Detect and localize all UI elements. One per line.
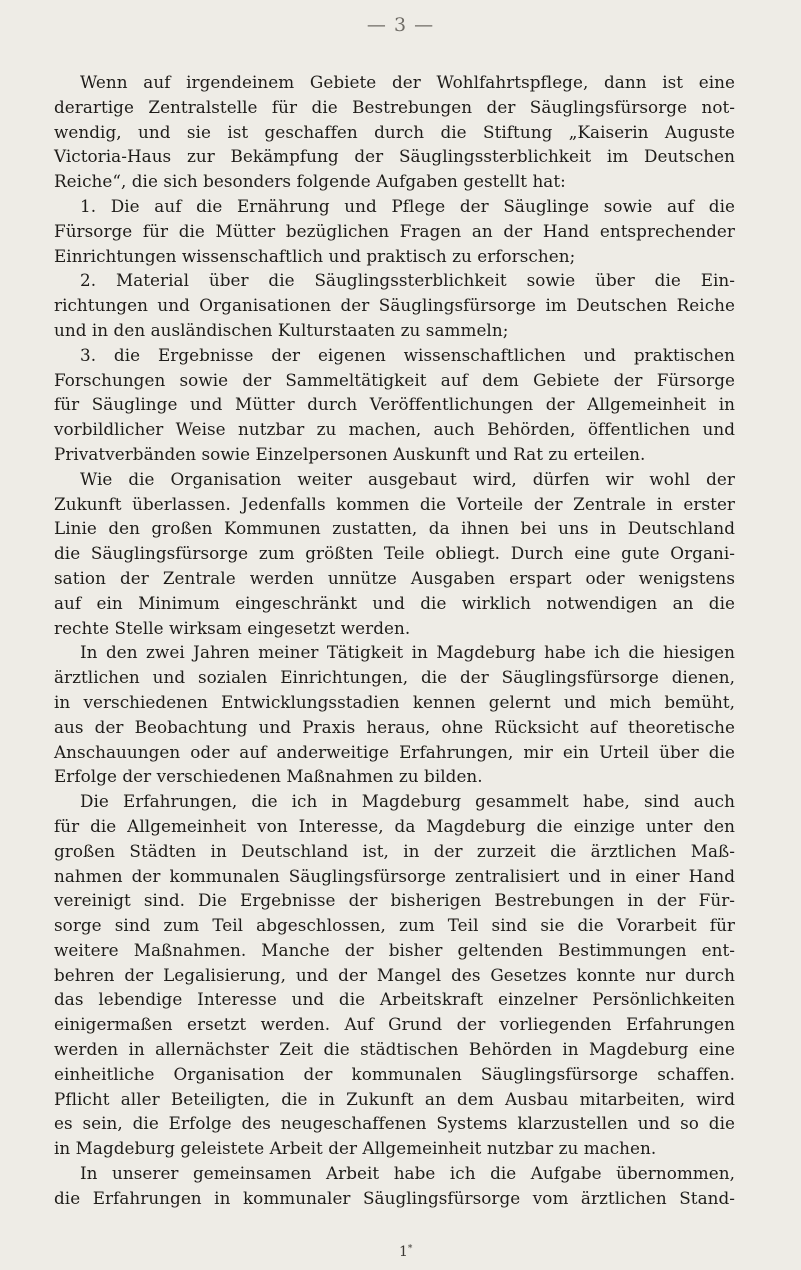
text-line: 3. die Ergebnisse der eigenen wissenschaftlichen und praktischen	[80, 344, 735, 365]
text-line: Fürsorge für die Mütter bezüglichen Fragen an der Hand entsprechender	[54, 220, 735, 241]
text-line: 1. Die auf die Ernährung und Pflege der Säuglinge sowie auf die	[80, 195, 735, 216]
text-line: nahmen der kommunalen Säuglingsfürsorge zentralisiert und in einer Hand	[54, 865, 735, 886]
text-line: und in den ausländischen Kulturstaaten zu sammeln;	[54, 319, 509, 340]
text-line: sorge sind zum Teil abgeschlossen, zum Teil sind sie die Vorarbeit für	[54, 915, 735, 936]
text-line: Die Erfahrungen, die ich in Magdeburg gesammelt habe, sind auch	[80, 791, 735, 812]
text-line: in Magdeburg geleistete Arbeit der Allgemeinheit nutzbar zu machen.	[54, 1138, 657, 1159]
text-line: einigermaßen ersetzt werden. Auf Grund der vorliegenden Erfahrungen	[54, 1014, 735, 1035]
text-line: für Säuglinge und Mütter durch Veröffentlichungen der Allgemeinheit in	[54, 394, 735, 415]
text-line: Wie die Organisation weiter ausgebaut wird, dürfen wir wohl der	[80, 468, 735, 489]
text-line: werden in allernächster Zeit die städtischen Behörden in Magdeburg eine	[54, 1039, 735, 1060]
text-line: die Erfahrungen in kommunaler Säuglingsfürsorge vom ärztlichen Stand-	[54, 1187, 735, 1208]
text-line: Victoria-Haus zur Bekämpfung der Säuglingssterblichkeit im Deutschen	[54, 146, 735, 167]
text-line: derartige Zentralstelle für die Bestrebungen der Säuglingsfürsorge not-	[54, 96, 735, 117]
text-line: Zukunft überlassen. Jedenfalls kommen die Vorteile der Zentrale in erster	[54, 493, 735, 514]
page-number: — 3 —	[366, 14, 435, 36]
text-line: behren der Legalisierung, und der Mangel des Gesetzes konnte nur durch	[54, 964, 735, 985]
text-line: es sein, die Erfolge des neugeschaffenen Systems klarzustellen und so die	[54, 1113, 735, 1134]
text-line: für die Allgemeinheit von Interesse, da Magdeburg die einzige unter den	[54, 815, 735, 836]
signature-number: 1	[399, 1244, 408, 1260]
text-line: Anschauungen oder auf anderweitige Erfahrungen, mir ein Urteil über die	[54, 741, 735, 762]
text-line: aus der Beobachtung und Praxis heraus, ohne Rücksicht auf theoretische	[54, 716, 735, 737]
text-line: die Säuglingsfürsorge zum größten Teile obliegt. Durch eine gute Organi-	[54, 543, 735, 564]
text-line: Erfolge der verschiedenen Maßnahmen zu bilden.	[54, 766, 483, 787]
text-line: das lebendige Interesse und die Arbeitskraft einzelner Persönlichkeiten	[54, 989, 735, 1010]
text-line: in verschiedenen Entwicklungsstadien kennen gelernt und mich bemüht,	[54, 691, 735, 712]
signature-mark	[399, 1244, 412, 1260]
text-line: Reiche“, die sich besonders folgende Aufgaben gestellt hat:	[54, 171, 566, 192]
text-line: weitere Maßnahmen. Manche der bisher geltenden Bestimmungen ent-	[54, 939, 735, 960]
text-line: richtungen und Organisationen der Säuglingsfürsorge im Deutschen Reiche	[54, 295, 735, 316]
text-line: Wenn auf irgendeinem Gebiete der Wohlfahrtspflege, dann ist eine	[80, 72, 735, 92]
text-line: sation der Zentrale werden unnütze Ausgaben erspart oder wenigstens	[54, 567, 735, 588]
text-line: großen Städten in Deutschland ist, in der zurzeit die ärztlichen Maß-	[54, 840, 735, 861]
text-line: auf ein Minimum eingeschränkt und die wirklich notwendigen an die	[54, 592, 735, 613]
text-line: In unserer gemeinsamen Arbeit habe ich die Aufgabe übernommen,	[80, 1163, 735, 1184]
body-text	[54, 70, 735, 1211]
signature-star: *	[407, 1244, 413, 1254]
text-line: Einrichtungen wissenschaftlich und praktisch zu erforschen;	[54, 245, 576, 266]
text-line: rechte Stelle wirksam eingesetzt werden.	[54, 617, 411, 638]
text-line: Pflicht aller Beteiligten, die in Zukunft an dem Ausbau mitarbeiten, wird	[54, 1088, 735, 1109]
text-line: wendig, und sie ist geschaffen durch die Stiftung „Kaiserin Auguste	[54, 121, 735, 142]
text-line: In den zwei Jahren meiner Tätigkeit in Magdeburg habe ich die hiesigen	[80, 642, 735, 663]
text-line: ärztlichen und sozialen Einrichtungen, die der Säuglingsfürsorge dienen,	[54, 667, 735, 688]
text-line: vorbildlicher Weise nutzbar zu machen, auch Behörden, öffentlichen und	[54, 419, 735, 440]
text-line: vereinigt sind. Die Ergebnisse der bisherigen Bestrebungen in der Für-	[54, 890, 735, 911]
text-line: einheitliche Organisation der kommunalen Säuglingsfürsorge schaffen.	[54, 1063, 735, 1084]
text-line: 2. Material über die Säuglingssterblichkeit sowie über die Ein-	[80, 270, 735, 291]
text-line: Privatverbänden sowie Einzelpersonen Auskunft und Rat zu erteilen.	[54, 443, 646, 464]
text-line: Linie den großen Kommunen zustatten, da ihnen bei uns in Deutschland	[54, 518, 735, 539]
text-line: Forschungen sowie der Sammeltätigkeit auf dem Gebiete der Fürsorge	[54, 369, 735, 390]
